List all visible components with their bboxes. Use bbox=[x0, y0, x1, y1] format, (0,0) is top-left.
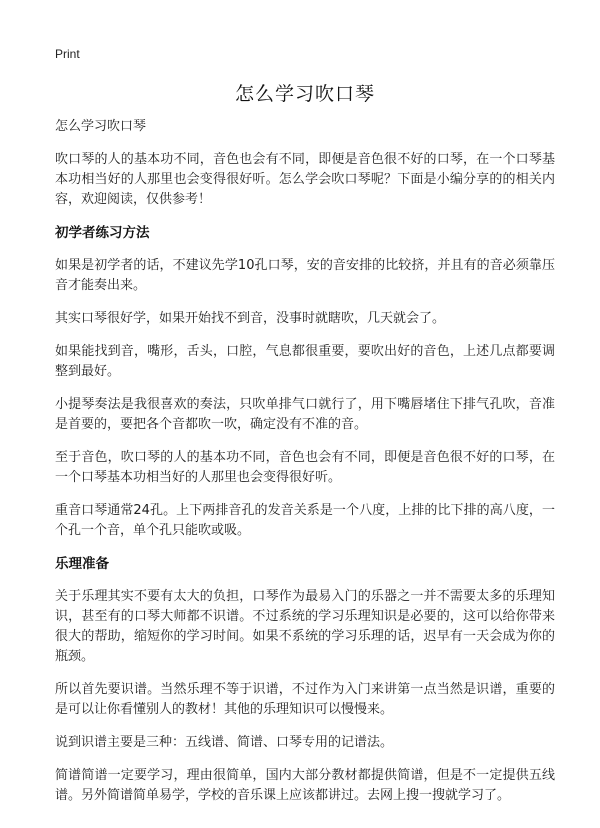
article-body bbox=[55, 117, 555, 819]
paragraph: 如果是初学者的话，不建议先学10孔口琴，安的音安排的比较挤，并且有的音必须靠压音才能奏出来。 bbox=[55, 258, 555, 293]
intro-paragraph: 吹口琴的人的基本功不同，音色也会有不同，即便是音色很不好的口琴，在一个口琴基本功相当好的人那里也会变得很好听。怎么学会吹口琴呢？下面是小编分享的的相关内容，欢迎阅读，仅供参考！ bbox=[55, 152, 555, 207]
paragraph: 至于音色，吹口琴的人的基本功不同，音色也会有不同，即便是音色很不好的口琴，在一个口琴基本功相当好的人那里也会变得很好听。 bbox=[55, 450, 555, 485]
print-link[interactable]: Print bbox=[55, 47, 80, 61]
paragraph: 如果能找到音，嘴形，舌头，口腔，气息都很重要，要吹出好的音色，上述几点都要调整到最好。 bbox=[55, 344, 555, 379]
section-heading-beginner: 初学者练习方法 bbox=[55, 225, 150, 241]
intro-title: 怎么学习吹口琴 bbox=[55, 119, 147, 134]
section-heading-music-theory: 乐理准备 bbox=[55, 556, 109, 572]
paragraph: 重音口琴通常24孔。上下两排音孔的发音关系是一个八度，上排的比下排的高八度，一个孔一个音，单个孔只能吹或吸。 bbox=[55, 503, 555, 538]
document-title: 怎么学习吹口琴 bbox=[234, 83, 375, 105]
paragraph: 小提琴奏法是我很喜欢的奏法，只吹单排气口就行了，用下嘴唇堵住下排气孔吹，音准是首要的，要把各个音都吹一吹，确定没有不准的音。 bbox=[55, 397, 555, 432]
paragraph: 所以首先要识谱。当然乐理不等于识谱，不过作为入门来讲第一点当然是识谱，重要的是可以让你看懂别人的教材！其他的乐理知识可以慢慢来。 bbox=[55, 682, 555, 717]
paragraph: 说到识谱主要是三种：五线谱、简谱、口琴专用的记谱法。 bbox=[55, 735, 394, 750]
paragraph: 关于乐理其实不要有太大的负担，口琴作为最易入门的乐器之一并不需要太多的乐理知识，甚至有的口琴大师都不识谱。不过系统的学习乐理知识是必要的，这可以给你带来很大的帮助，缩短你的学习时间。如果不系统的学习乐理的话，迟早有一天会成为你的瓶颈。 bbox=[55, 589, 555, 664]
paragraph: 简谱简谱一定要学习，理由很简单，国内大部分教材都提供简谱，但是不一定提供五线谱。另外简谱简单易学，学校的音乐课上应该都讲过。去网上搜一搜就学习了。 bbox=[55, 768, 555, 803]
paragraph: 其实口琴很好学，如果开始找不到音，没事时就瞎吹，几天就会了。 bbox=[55, 311, 446, 326]
